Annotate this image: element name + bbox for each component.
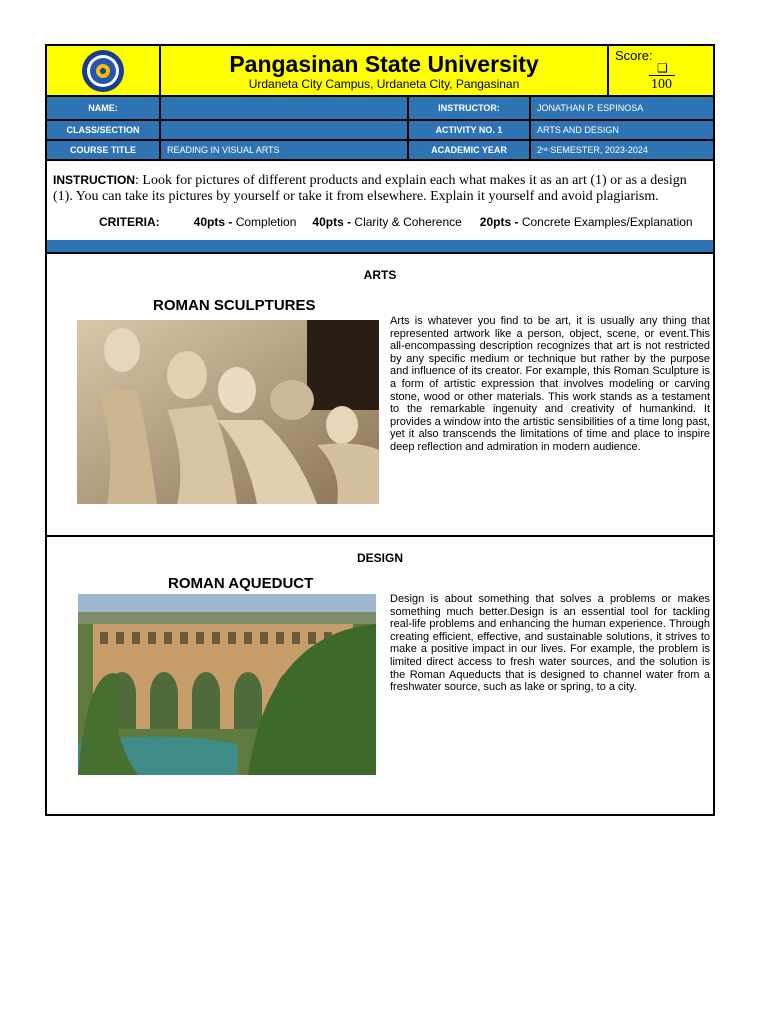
university-seal-icon bbox=[81, 49, 125, 93]
score-blank-line bbox=[649, 75, 675, 76]
section-divider bbox=[47, 535, 713, 537]
sculpture-picture bbox=[77, 320, 379, 504]
course-value: READING IN VISUAL ARTS bbox=[161, 141, 409, 159]
criteria-2 bbox=[312, 215, 461, 229]
class-label: CLASS/SECTION bbox=[47, 121, 161, 139]
criteria-1-pts: 40pts - bbox=[193, 215, 233, 229]
name-label: NAME: bbox=[47, 97, 161, 119]
design-description: Design is about something that solves a problems or makes something much better.Design is an essential tool for tackling real-life problems and enhancing the human experience. Through creating efficient, effective, and sustainable solutions, it strives to make a positive impact in our lives. For example, the problem is limited direct access to fresh water sources, and the solution is the Roman Aqueducts that is designed to channel water from a freshwater source, such as lake or spring, to a city. bbox=[390, 593, 710, 694]
criteria-2-text: Clarity & Coherence bbox=[351, 215, 462, 229]
roman-sculpture-image bbox=[77, 320, 379, 504]
criteria-label: CRITERIA: bbox=[99, 215, 160, 229]
arts-description: Arts is whatever you find to be art, it is usually any thing that represented artwork like a person, object, scene, or event.This all-encompassing description recognizes that art is not restricted by any specific medium or technique but rather by the purpose and influence of its creator. For example, this Roman Sculpture is a form of artistic expression that involves modeling or carving stone, wood or other materials. This work stands as a testament to the remarkable ingenuity and creativity of humankind. It provides a window into the artistic sensibilities of a time long past, yet it also transcends the limitations of time and place to inspire deep reflection and admiration in modern audience. bbox=[390, 315, 710, 453]
design-heading: DESIGN bbox=[356, 551, 403, 565]
score-label: Score: bbox=[615, 48, 653, 63]
score-total: 100 bbox=[651, 77, 672, 92]
activity-value: ARTS AND DESIGN bbox=[531, 121, 713, 139]
year-value bbox=[531, 141, 713, 159]
instructor-value: JONATHAN P. ESPINOSA bbox=[531, 97, 713, 119]
header bbox=[47, 46, 713, 95]
checkbox-icon[interactable]: ❑ bbox=[657, 61, 668, 75]
info-row-name bbox=[47, 97, 713, 121]
instruction-text bbox=[53, 172, 705, 205]
criteria-2-pts: 40pts - bbox=[312, 215, 352, 229]
info-table bbox=[47, 95, 713, 161]
logo-cell bbox=[47, 46, 161, 95]
criteria-line bbox=[99, 215, 693, 229]
activity-label: ACTIVITY NO. 1 bbox=[409, 121, 531, 139]
year-rest: SEMESTER, 2023-2024 bbox=[550, 145, 648, 155]
criteria-3-pts: 20pts - bbox=[479, 215, 519, 229]
criteria-1-text: Completion bbox=[232, 215, 297, 229]
section-separator-bar bbox=[47, 240, 713, 254]
name-field[interactable] bbox=[161, 97, 409, 119]
design-title: ROMAN AQUEDUCT bbox=[168, 575, 314, 592]
roman-aqueduct-image bbox=[78, 594, 376, 775]
criteria-1 bbox=[194, 215, 297, 229]
class-field[interactable] bbox=[161, 121, 409, 139]
instruction-label: INSTRUCTION bbox=[53, 173, 135, 187]
aqueduct-picture bbox=[78, 594, 376, 775]
instruction-body: : Look for pictures of different products and explain each what makes it as an art (1) or as a design (1). You can take its pictures by yourself or take it from elsewhere. Explain it yourself and avoid plagiarism. bbox=[53, 173, 687, 204]
info-row-class bbox=[47, 121, 713, 141]
year-prefix: 2 bbox=[537, 145, 543, 155]
title-cell bbox=[161, 46, 609, 95]
university-name: Pangasinan State University bbox=[229, 51, 539, 77]
activity-sheet bbox=[45, 44, 715, 816]
course-label: COURSE TITLE bbox=[47, 141, 161, 159]
year-label: ACADEMIC YEAR bbox=[409, 141, 531, 159]
arts-title: ROMAN SCULPTURES bbox=[153, 297, 316, 314]
instruction-block bbox=[47, 158, 713, 242]
criteria-3-text: Concrete Examples/Explanation bbox=[518, 215, 693, 229]
score-cell bbox=[609, 46, 713, 95]
criteria-3 bbox=[480, 215, 693, 229]
arts-heading: ARTS bbox=[363, 268, 397, 282]
instructor-label: INSTRUCTOR: bbox=[409, 97, 531, 119]
year-sup: nd ; bbox=[542, 147, 551, 153]
campus-address: Urdaneta City Campus, Urdaneta City, Pangasinan bbox=[248, 77, 520, 91]
